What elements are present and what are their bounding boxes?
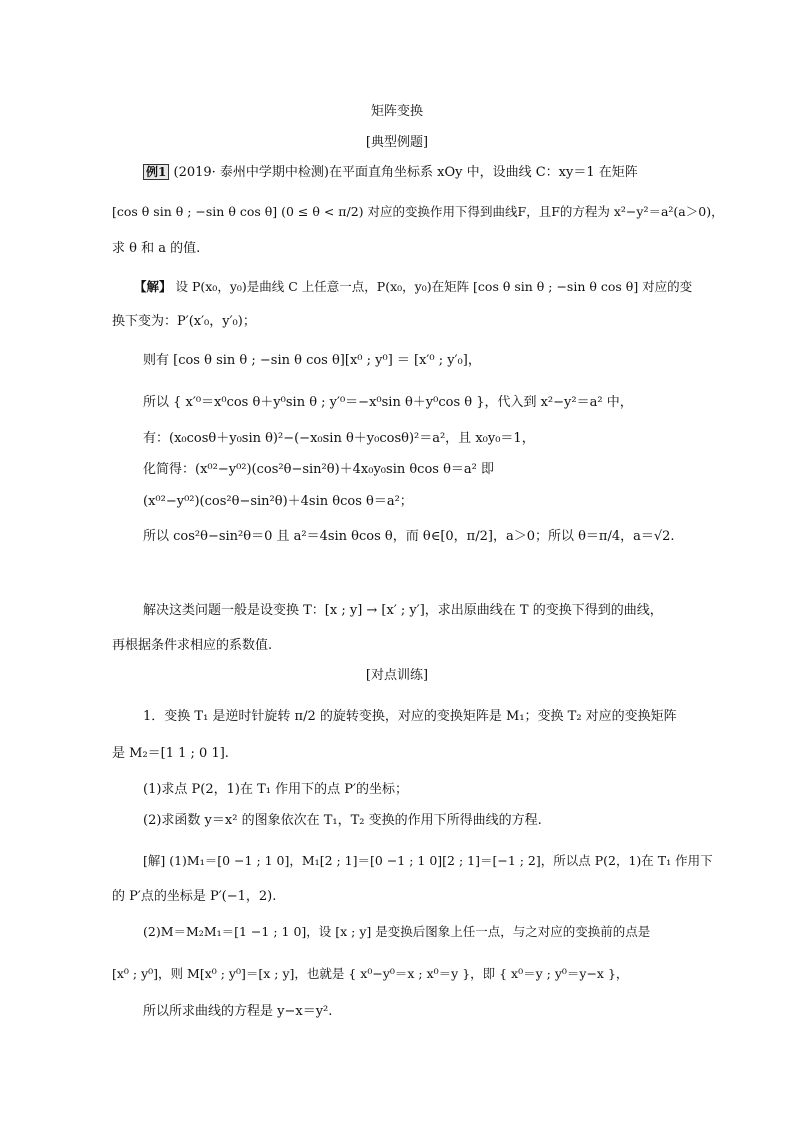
solution-line-4: 所以 { x′⁰＝x⁰cos θ＋y⁰sin θ ; y′⁰＝−x⁰sin θ＋y⁰cos θ }，代入到 x²−y²＝a² 中， <box>143 395 633 410</box>
answer-line-1: [解] (1)M₁＝[0 −1 ; 1 0]，M₁[2 ; 1]＝[0 −1 ; 1 0][2 ; 1]＝[−1 ; 2]，所以点 P(2，1)在 T₁ 作用下 <box>143 853 713 868</box>
example-line-1 <box>0 164 794 182</box>
answer-line-3: (2)M＝M₂M₁＝[1 −1 ; 1 0]，设 [x ; y] 是变换后图象上任一点，与之对应的变换前的点是 <box>143 924 651 939</box>
answer-line-5: 所以所求曲线的方程是 y−x＝y². <box>143 1004 333 1019</box>
example-text-1: (2019· 泰州中学期中检测)在平面直角坐标系 xOy 中，设曲线 C：xy＝1 在矩阵 <box>173 165 638 180</box>
example-line-2: [cos θ sin θ ; −sin θ cos θ] (0 ≤ θ < π/2) 对应的变换作用下得到曲线F，且F的方程为 x²−y²＝a²(a＞0)， <box>112 204 724 219</box>
section-heading-examples: [典型例题] <box>365 135 429 150</box>
summary-line-1: 解决这类问题一般是设变换 T：[x ; y] → [x′ ; y′]，求出原曲线在 T 的变换下得到的曲线， <box>143 603 663 618</box>
problem-line-1: 1．变换 T₁ 是逆时针旋转 π/2 的旋转变换，对应的变换矩阵是 M₁；变换 T₂ 对应的变换矩阵 <box>143 709 677 724</box>
solution-line-8: 所以 cos²θ−sin²θ＝0 且 a²＝4sin θcos θ，而 θ∈[0，π/2]，a＞0；所以 θ＝π/4，a＝√2. <box>143 529 675 544</box>
solution-text-1: 设 P(x₀，y₀)是曲线 C 上任意一点，P(x₀，y₀)在矩阵 [cos θ sin θ ; −sin θ cos θ] 对应的变 <box>175 279 693 294</box>
problem-line-4: (2)求函数 y＝x² 的图象依次在 T₁，T₂ 变换的作用下所得曲线的方程. <box>143 813 542 828</box>
solution-line-2: 换下变为：P′(x′₀，y′₀)； <box>112 314 256 329</box>
answer-line-2: 的 P′点的坐标是 P′(−1，2). <box>112 889 277 904</box>
solution-line-5: 有：(x₀cosθ＋y₀sin θ)²−(−x₀sin θ＋y₀cosθ)²＝a²，且 x₀y₀＝1， <box>143 431 535 446</box>
solution-line-1 <box>0 278 794 296</box>
solution-line-7: (x⁰²−y⁰²)(cos²θ−sin²θ)＋4sin θcos θ＝a²； <box>143 494 413 509</box>
summary-line-2: 再根据条件求相应的系数值. <box>112 638 273 653</box>
solution-line-6: 化简得：(x⁰²−y⁰²)(cos²θ−sin²θ)＋4x₀y₀sin θcos θ＝a² 即 <box>143 462 495 477</box>
solution-label: 【解】 <box>134 279 172 294</box>
solution-line-3: 则有 [cos θ sin θ ; −sin θ cos θ][x⁰ ; y⁰] ＝ [x′⁰ ; y′₀]， <box>143 353 481 368</box>
example-line-3: 求 θ 和 a 的值. <box>112 241 201 256</box>
doc-title: 矩阵变换 <box>370 104 423 119</box>
example-badge: 例1 <box>143 164 169 180</box>
problem-line-2: 是 M₂＝[1 1 ; 0 1]. <box>112 746 229 761</box>
section-heading-practice: [对点训练] <box>365 668 429 683</box>
problem-line-3: (1)求点 P(2，1)在 T₁ 作用下的点 P′的坐标； <box>143 782 408 797</box>
answer-line-4: [x⁰ ; y⁰]，则 M[x⁰ ; y⁰]＝[x ; y]，也就是 { x⁰−y⁰＝x ; x⁰＝y }，即 { x⁰＝y ; y⁰＝y−x }， <box>112 966 629 981</box>
